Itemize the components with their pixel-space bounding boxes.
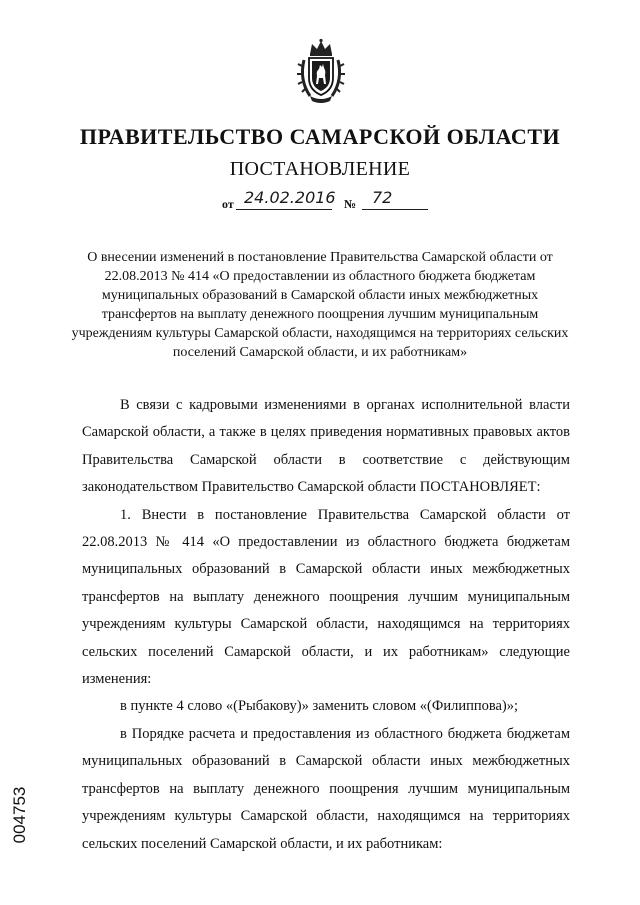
body-paragraph: в Порядке расчета и предоставления из областного бюджета бюджетам муниципальных образований в Самарской области иных межбюджетных трансфертов на выплату денежного поощрения лучшим муниципальным учреждениям культуры Самарской области, находящимся на территориях сельских поселений Самарской области, и их работникам: [82,725,570,852]
document-body [82,392,570,858]
registration-number [6,760,34,870]
handwritten-date: 24.02.2016 [244,188,336,207]
date-prefix: от [222,197,234,211]
date-number-line [222,190,432,214]
date-underline [236,209,332,210]
document-subject: О внесении изменений в постановление Правительства Самарской области от 22.08.2013 № 414 «О предоставлении из областного бюджета бюджетам муниципальных образований в Самарской области иных межбюджетных трансфертов на выплату денежного поощрения лучшим муниципальным учреждениям культуры Самарской области, находящимся на территориях сельских поселений Самарской области, и их работникам» [71,250,569,360]
coat-of-arms-icon [296,38,346,104]
registration-number-text: 004753 [10,786,29,844]
document-type: ПОСТАНОВЛЕНИЕ [229,158,411,180]
handwritten-number: 72 [372,188,393,207]
number-prefix: № [344,197,357,211]
body-paragraph: В связи с кадровыми изменениями в органах исполнительной власти Самарской области, а также в целях приведения нормативных правовых актов Правительства Самарской области в соответствие с действующим законодательством Правительство Самарской области ПОСТАНОВЛЯЕТ: [82,397,570,496]
organization-title: ПРАВИТЕЛЬСТВО САМАРСКОЙ ОБЛАСТИ [79,124,561,149]
number-underline [362,209,428,210]
body-paragraph: 1. Внести в постановление Правительства Самарской области от 22.08.2013 № 414 «О предоставлении из областного бюджета бюджетам муниципальных образований в Самарской области иных межбюджетных трансфертов на выплату денежного поощрения лучшим муниципальным учреждениям культуры Самарской области, находящимся на территориях сельских поселений Самарской области, и их работникам» следующие изменения: [82,506,570,688]
body-paragraph: в пункте 4 слово «(Рыбакову)» заменить словом «(Филиппова)»; [120,698,519,715]
